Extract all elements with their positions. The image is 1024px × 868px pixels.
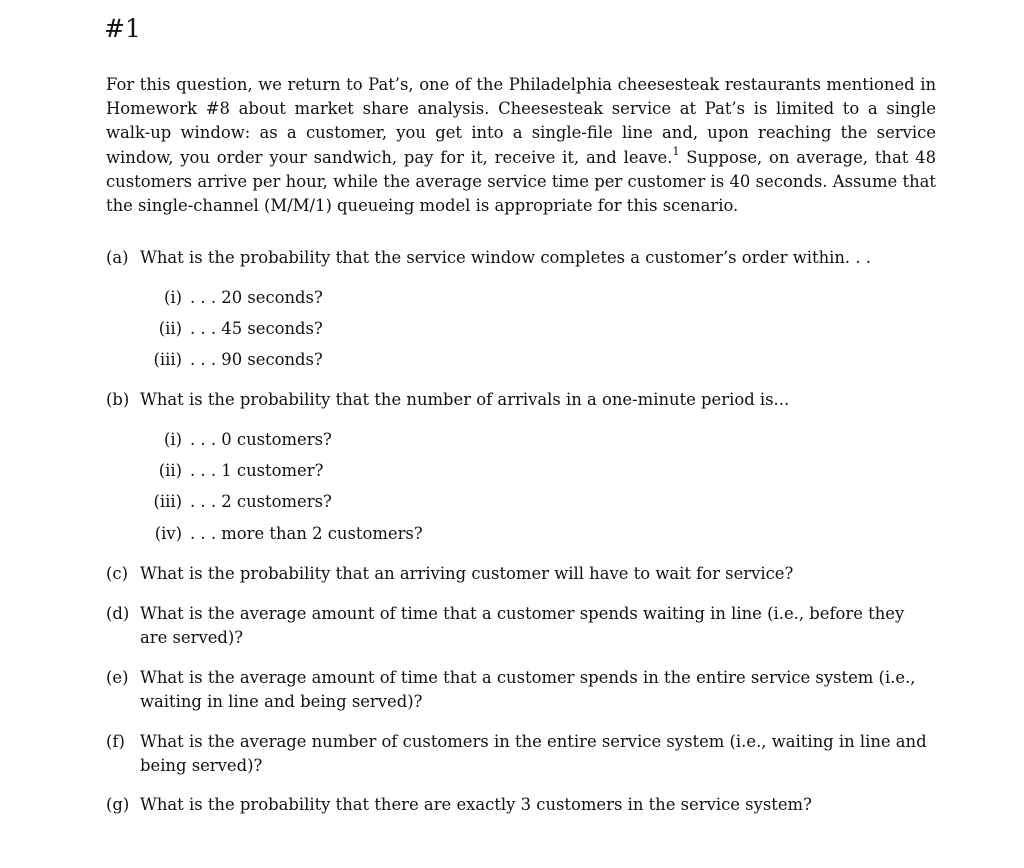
sub-label: (i)	[163, 288, 182, 307]
question-f-label: (f)	[106, 732, 125, 751]
intro-text-part-1: For this question, we return to Pat’s, one of the Philadelphia cheesesteak restaurants mentioned in Homework #8 about market share analysis. Cheesesteak service at Pat’s is limited to a single walk-up window: as a customer, you get into a single-file line and, upon reaching the service window, you order your sandwich, pay for it, receive it, and leave.	[106, 75, 936, 167]
question-e-label: (e)	[106, 668, 129, 687]
question-number-heading: #1	[104, 14, 141, 43]
sub-text: . . . 2 customers?	[190, 492, 332, 511]
sub-text: . . . 90 seconds?	[190, 350, 323, 369]
question-c-label: (c)	[106, 564, 128, 583]
sub-label: (iii)	[153, 350, 182, 369]
sub-label: (iv)	[154, 524, 182, 543]
question-d-label: (d)	[106, 604, 130, 623]
question-a	[106, 246, 936, 270]
question-e	[106, 666, 936, 714]
question-a-text: What is the probability that the service window completes a customer’s order within. . .	[140, 248, 871, 267]
question-b-sub-iii	[140, 490, 740, 514]
question-a-label: (a)	[106, 248, 129, 267]
sub-text: . . . 20 seconds?	[190, 288, 323, 307]
question-a-sub-ii	[140, 317, 740, 341]
question-b-sub-ii	[140, 459, 740, 483]
question-a-sub-iii	[140, 348, 740, 372]
intro-text-part-2: Suppose, on average, that 48 customers arrive per hour, while the average service time per customer is 40 seconds. Assume that the single-channel (M/M/1) queueing model is appropriate for this scenario.	[106, 147, 936, 216]
question-b-label: (b)	[106, 390, 130, 409]
question-c	[106, 562, 936, 586]
sub-label: (ii)	[158, 461, 182, 480]
question-b-text: What is the probability that the number of arrivals in a one-minute period is...	[140, 390, 790, 409]
question-e-text: What is the average amount of time that a customer spends in the entire service system (i.e., waiting in line and being served)?	[140, 668, 916, 711]
question-b-sub-iv	[140, 522, 740, 546]
question-d	[106, 602, 936, 650]
sub-text: . . . 0 customers?	[190, 430, 332, 449]
question-intro-paragraph	[106, 73, 936, 218]
question-f	[106, 730, 936, 778]
sub-label: (ii)	[158, 319, 182, 338]
footnote-marker: 1	[672, 145, 680, 159]
question-g-label: (g)	[106, 795, 130, 814]
sub-text: . . . 1 customer?	[190, 461, 324, 480]
sub-text: . . . 45 seconds?	[190, 319, 323, 338]
sub-label: (iii)	[153, 492, 182, 511]
question-b	[106, 388, 936, 412]
sub-label: (i)	[163, 430, 182, 449]
question-g-text: What is the probability that there are exactly 3 customers in the service system?	[140, 795, 812, 814]
question-b-sub-i	[140, 428, 740, 452]
sub-text: . . . more than 2 customers?	[190, 524, 423, 543]
question-f-text: What is the average number of customers in the entire service system (i.e., waiting in line and being served)?	[140, 732, 927, 775]
question-c-text: What is the probability that an arriving customer will have to wait for service?	[140, 564, 794, 583]
question-a-sub-i	[140, 286, 740, 310]
question-g	[106, 793, 936, 817]
question-d-text: What is the average amount of time that a customer spends waiting in line (i.e., before they are served)?	[140, 604, 905, 647]
